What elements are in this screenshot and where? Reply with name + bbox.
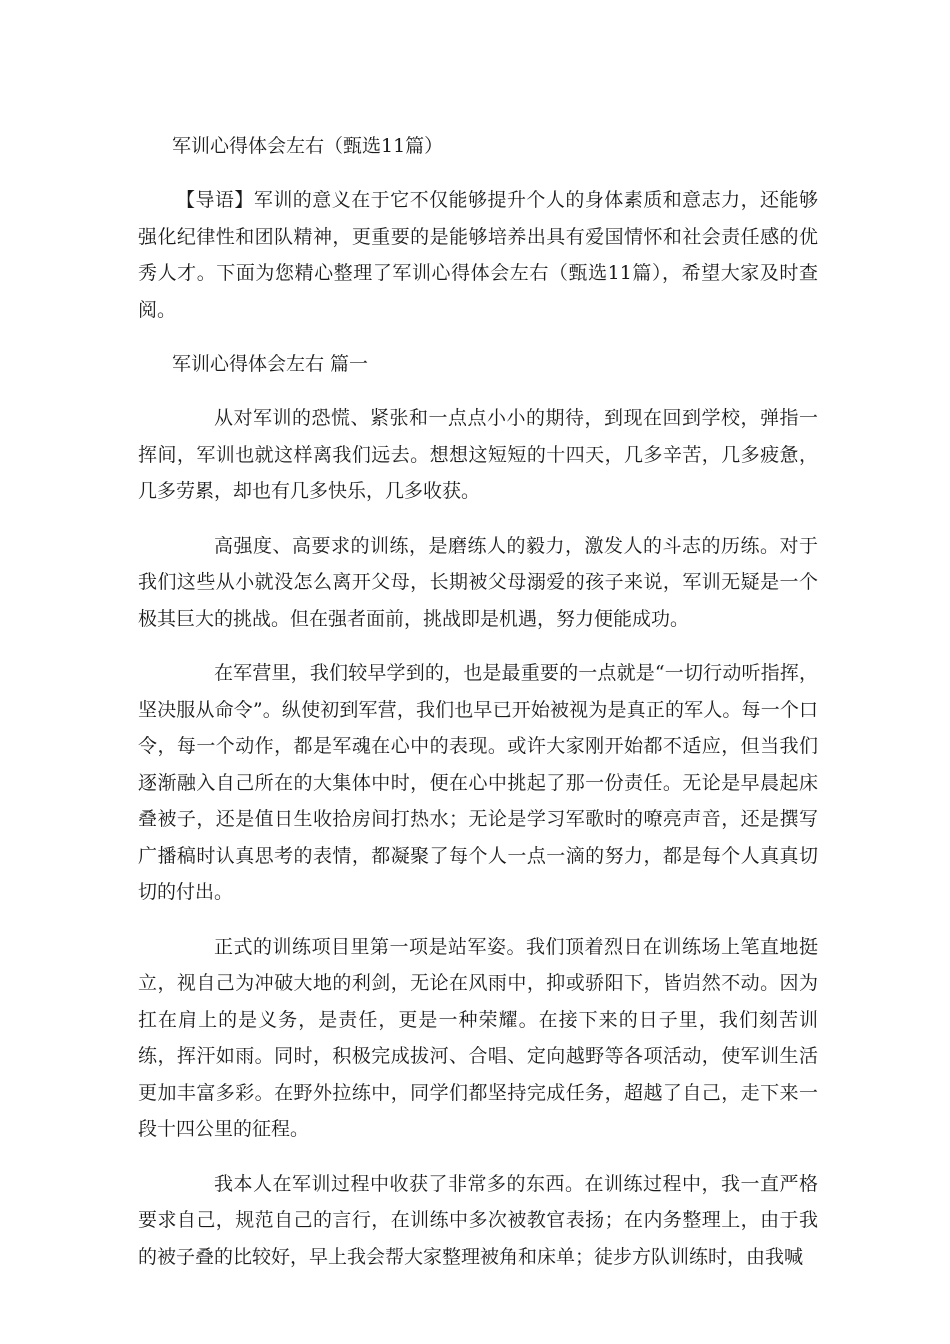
- intro-paragraph: 【导语】军训的意义在于它不仅能够提升个人的身体素质和意志力，还能够强化纪律性和团队精神，更重要的是能够培养出具有爱国情怀和社会责任感的优秀人才。下面为您精心整理了军训心得体会左右（甄选11篇），希望大家及时查阅。: [138, 189, 818, 321]
- body-paragraph-2: 高强度、高要求的训练，是磨练人的毅力，激发人的斗志的历练。对于我们这些从小就没怎么离开父母，长期被父母溺爱的孩子来说，军训无疑是一个极其巨大的挑战。但在强者面前，挑战即是机遇，努力便能成功。: [138, 534, 818, 630]
- body-paragraph-5: 我本人在军训过程中收获了非常多的东西。在训练过程中，我一直严格要求自己，规范自己的言行，在训练中多次被教官表扬；在内务整理上，由于我的被子叠的比较好，早上我会帮大家整理被角和床单；徒步方队训练时，由我喊: [138, 1172, 818, 1268]
- body-paragraph-4: 正式的训练项目里第一项是站军姿。我们顶着烈日在训练场上笔直地挺立，视自己为冲破大地的利剑，无论在风雨中，抑或骄阳下，皆岿然不动。因为扛在肩上的是义务，是责任，更是一种荣耀。在接下来的日子里，我们刻苦训练，挥汗如雨。同时，积极完成拔河、合唱、定向越野等各项活动，使军训生活更加丰富多彩。在野外拉练中，同学们都坚持完成任务，超越了自己，走下来一段十四公里的征程。: [138, 935, 818, 1140]
- body-paragraph-3: 在军营里，我们较早学到的，也是最重要的一点就是“一切行动听指挥，坚决服从命令”。纵使初到军营，我们也早已开始被视为是真正的军人。每一个口令，每一个动作，都是军魂在心中的表现。或许大家刚开始都不适应，但当我们逐渐融入自己所在的大集体中时，便在心中挑起了那一份责任。无论是早晨起床叠被子，还是值日生收拾房间打热水；无论是学习军歌时的嘹亮声音，还是撰写广播稿时认真思考的表情，都凝聚了每个人一点一滴的努力，都是每个人真真切切的付出。: [138, 662, 818, 903]
- body-paragraph-1: 从对军训的恐慌、紧张和一点点小小的期待，到现在回到学校，弹指一挥间，军训也就这样离我们远去。想想这短短的十四天，几多辛苦，几多疲惫，几多劳累，却也有几多快乐，几多收获。: [138, 407, 818, 502]
- document-title: 军训心得体会左右（甄选11篇）: [172, 135, 444, 157]
- section-heading: 军训心得体会左右 篇一: [172, 353, 369, 375]
- document-page: [138, 128, 818, 1293]
